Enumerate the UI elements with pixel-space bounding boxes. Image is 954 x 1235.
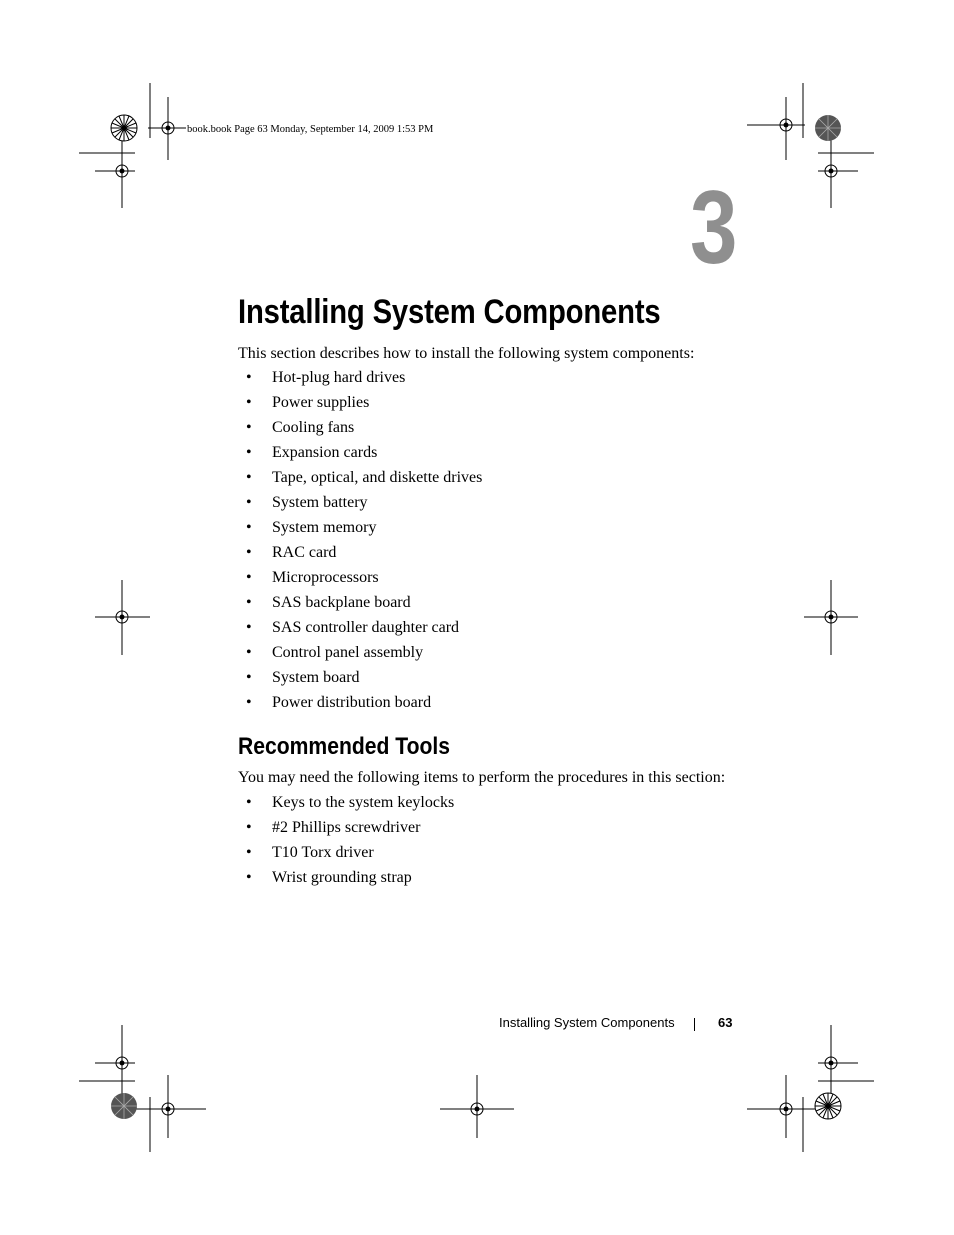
components-list bbox=[238, 365, 482, 715]
list-item: • #2 Phillips screwdriver bbox=[238, 815, 454, 840]
list-item: • RAC card bbox=[238, 540, 482, 565]
list-item: • System memory bbox=[238, 515, 482, 540]
footer-title: Installing System Components bbox=[499, 1015, 675, 1030]
page-number: 63 bbox=[718, 1015, 733, 1030]
list-item: • Control panel assembly bbox=[238, 640, 482, 665]
list-item: • Tape, optical, and diskette drives bbox=[238, 465, 482, 490]
list-item: • Power distribution board bbox=[238, 690, 482, 715]
list-item: • Microprocessors bbox=[238, 565, 482, 590]
list-item: • SAS backplane board bbox=[238, 590, 482, 615]
tools-list bbox=[238, 790, 454, 890]
chapter-number: 3 bbox=[690, 170, 738, 286]
list-item: • Keys to the system keylocks bbox=[238, 790, 454, 815]
list-item: • System board bbox=[238, 665, 482, 690]
list-item: • T10 Torx driver bbox=[238, 840, 454, 865]
print-slug: book.book Page 63 Monday, September 14, 2009 1:53 PM bbox=[187, 124, 434, 135]
list-item: • SAS controller daughter card bbox=[238, 615, 482, 640]
list-item: • Expansion cards bbox=[238, 440, 482, 465]
tools-intro-paragraph: You may need the following items to perform the procedures in this section: bbox=[238, 769, 726, 786]
list-item: • Wrist grounding strap bbox=[238, 865, 454, 890]
page-title: Installing System Components bbox=[238, 293, 661, 331]
list-item: • Hot-plug hard drives bbox=[238, 365, 482, 390]
list-item: • Cooling fans bbox=[238, 415, 482, 440]
list-item: • Power supplies bbox=[238, 390, 482, 415]
intro-paragraph: This section describes how to install the following system components: bbox=[238, 345, 695, 362]
section-heading: Recommended Tools bbox=[238, 733, 451, 760]
list-item: • System battery bbox=[238, 490, 482, 515]
footer-divider bbox=[694, 1018, 695, 1031]
